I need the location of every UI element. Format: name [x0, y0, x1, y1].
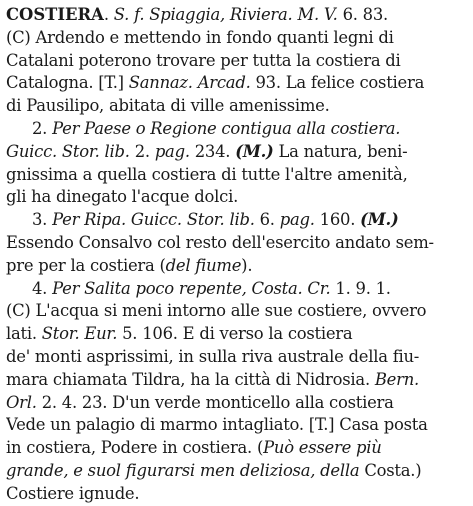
- entry-line: [6, 4, 467, 27]
- entry-line: [6, 392, 467, 415]
- entry-line: [6, 209, 467, 232]
- headword: COSTIERA: [6, 5, 104, 24]
- italic-text: pag.: [154, 141, 190, 161]
- text: 6. 83.: [337, 5, 388, 24]
- text: (C) L'acqua si meni intorno alle sue costiere, ovvero: [6, 301, 427, 321]
- entry-line: [6, 369, 467, 392]
- entry-line: [6, 232, 467, 255]
- text: mara chiamata Tildra, ha la città di Nidrosia.: [6, 369, 375, 389]
- italic-text: pag.: [279, 210, 315, 230]
- italic-text: grande, e suol figurarsi men deliziosa, della: [6, 460, 360, 480]
- text: (C) Ardendo e mettendo in fondo quanti legni di: [6, 27, 394, 47]
- italic-text: Guicc. Stor. lib.: [6, 141, 130, 161]
- text: Essendo Consalvo col resto dell'esercito andato sem-: [6, 232, 434, 252]
- text: 4.: [32, 278, 53, 298]
- text: 160.: [314, 210, 361, 230]
- entry-line: [6, 118, 467, 141]
- entry-line: [6, 300, 467, 323]
- text: Costa.): [359, 460, 422, 480]
- italic-text: Stor. Eur.: [41, 324, 118, 344]
- entry-line: [6, 186, 467, 209]
- italic-text: Per Ripa. Guicc. Stor. lib.: [52, 210, 255, 230]
- text: 1. 9. 1.: [330, 278, 391, 298]
- italic-text: del fiume: [165, 255, 242, 275]
- entry-line: [6, 346, 467, 369]
- text: de' monti asprissimi, in sulla riva australe della fiu-: [6, 346, 420, 366]
- entry-line: [6, 437, 467, 460]
- entry-line: [6, 323, 467, 346]
- entry-line: [6, 483, 467, 506]
- italic-text: Per Salita poco repente, Costa. Cr.: [52, 278, 331, 298]
- italic-text: Bern.: [374, 369, 419, 389]
- entry-line: [6, 141, 467, 164]
- text: Vede un palagio di marmo intagliato. [T.] Casa posta: [6, 415, 428, 435]
- italic-text: S. f. Spiaggia, Riviera. M. V.: [113, 5, 338, 24]
- text: pre per la costiera (: [6, 255, 166, 275]
- text: 93. La felice costiera: [250, 73, 425, 93]
- text: ).: [241, 255, 253, 275]
- source-marker: (M.): [235, 141, 274, 161]
- text: La natura, beni-: [273, 141, 408, 161]
- text: .: [103, 5, 114, 24]
- italic-text: Sannaz. Arcad.: [128, 73, 251, 93]
- entry-line: [6, 278, 467, 301]
- text: gnissima a quella costiera di tutte l'altre amenità,: [6, 164, 408, 184]
- entry-line: [6, 50, 467, 73]
- entry-line: [6, 460, 467, 483]
- text: 5. 106. E di verso la costiera: [117, 324, 353, 344]
- entry-line: [6, 27, 467, 50]
- text: Catalogna. [T.]: [6, 73, 129, 93]
- text: gli ha dinegato l'acque dolci.: [6, 187, 239, 207]
- entry-line: [6, 414, 467, 437]
- entry-line: [6, 95, 467, 118]
- text: 3.: [32, 210, 53, 230]
- source-marker: (M.): [360, 210, 399, 230]
- italic-text: Per Paese o Regione contigua alla costiera.: [52, 118, 401, 138]
- text: 6.: [254, 210, 280, 230]
- italic-text: Può essere più: [263, 438, 382, 458]
- dictionary-entry-costiera: [6, 4, 467, 506]
- entry-line: [6, 255, 467, 278]
- text: 234.: [189, 141, 236, 161]
- entry-line: [6, 164, 467, 187]
- text: Catalani poterono trovare per tutta la costiera di: [6, 50, 401, 70]
- entry-line: [6, 72, 467, 95]
- text: 2.: [32, 118, 53, 138]
- text: in costiera, Podere in costiera. (: [6, 438, 264, 458]
- text: 2. 4. 23. D'un verde monticello alla costiera: [36, 392, 394, 412]
- text: di Pausilipo, abitata di ville amenissime.: [6, 96, 330, 116]
- italic-text: Orl.: [6, 392, 37, 412]
- text: Costiere ignude.: [6, 483, 140, 503]
- text: lati.: [6, 324, 42, 344]
- text: 2.: [129, 141, 155, 161]
